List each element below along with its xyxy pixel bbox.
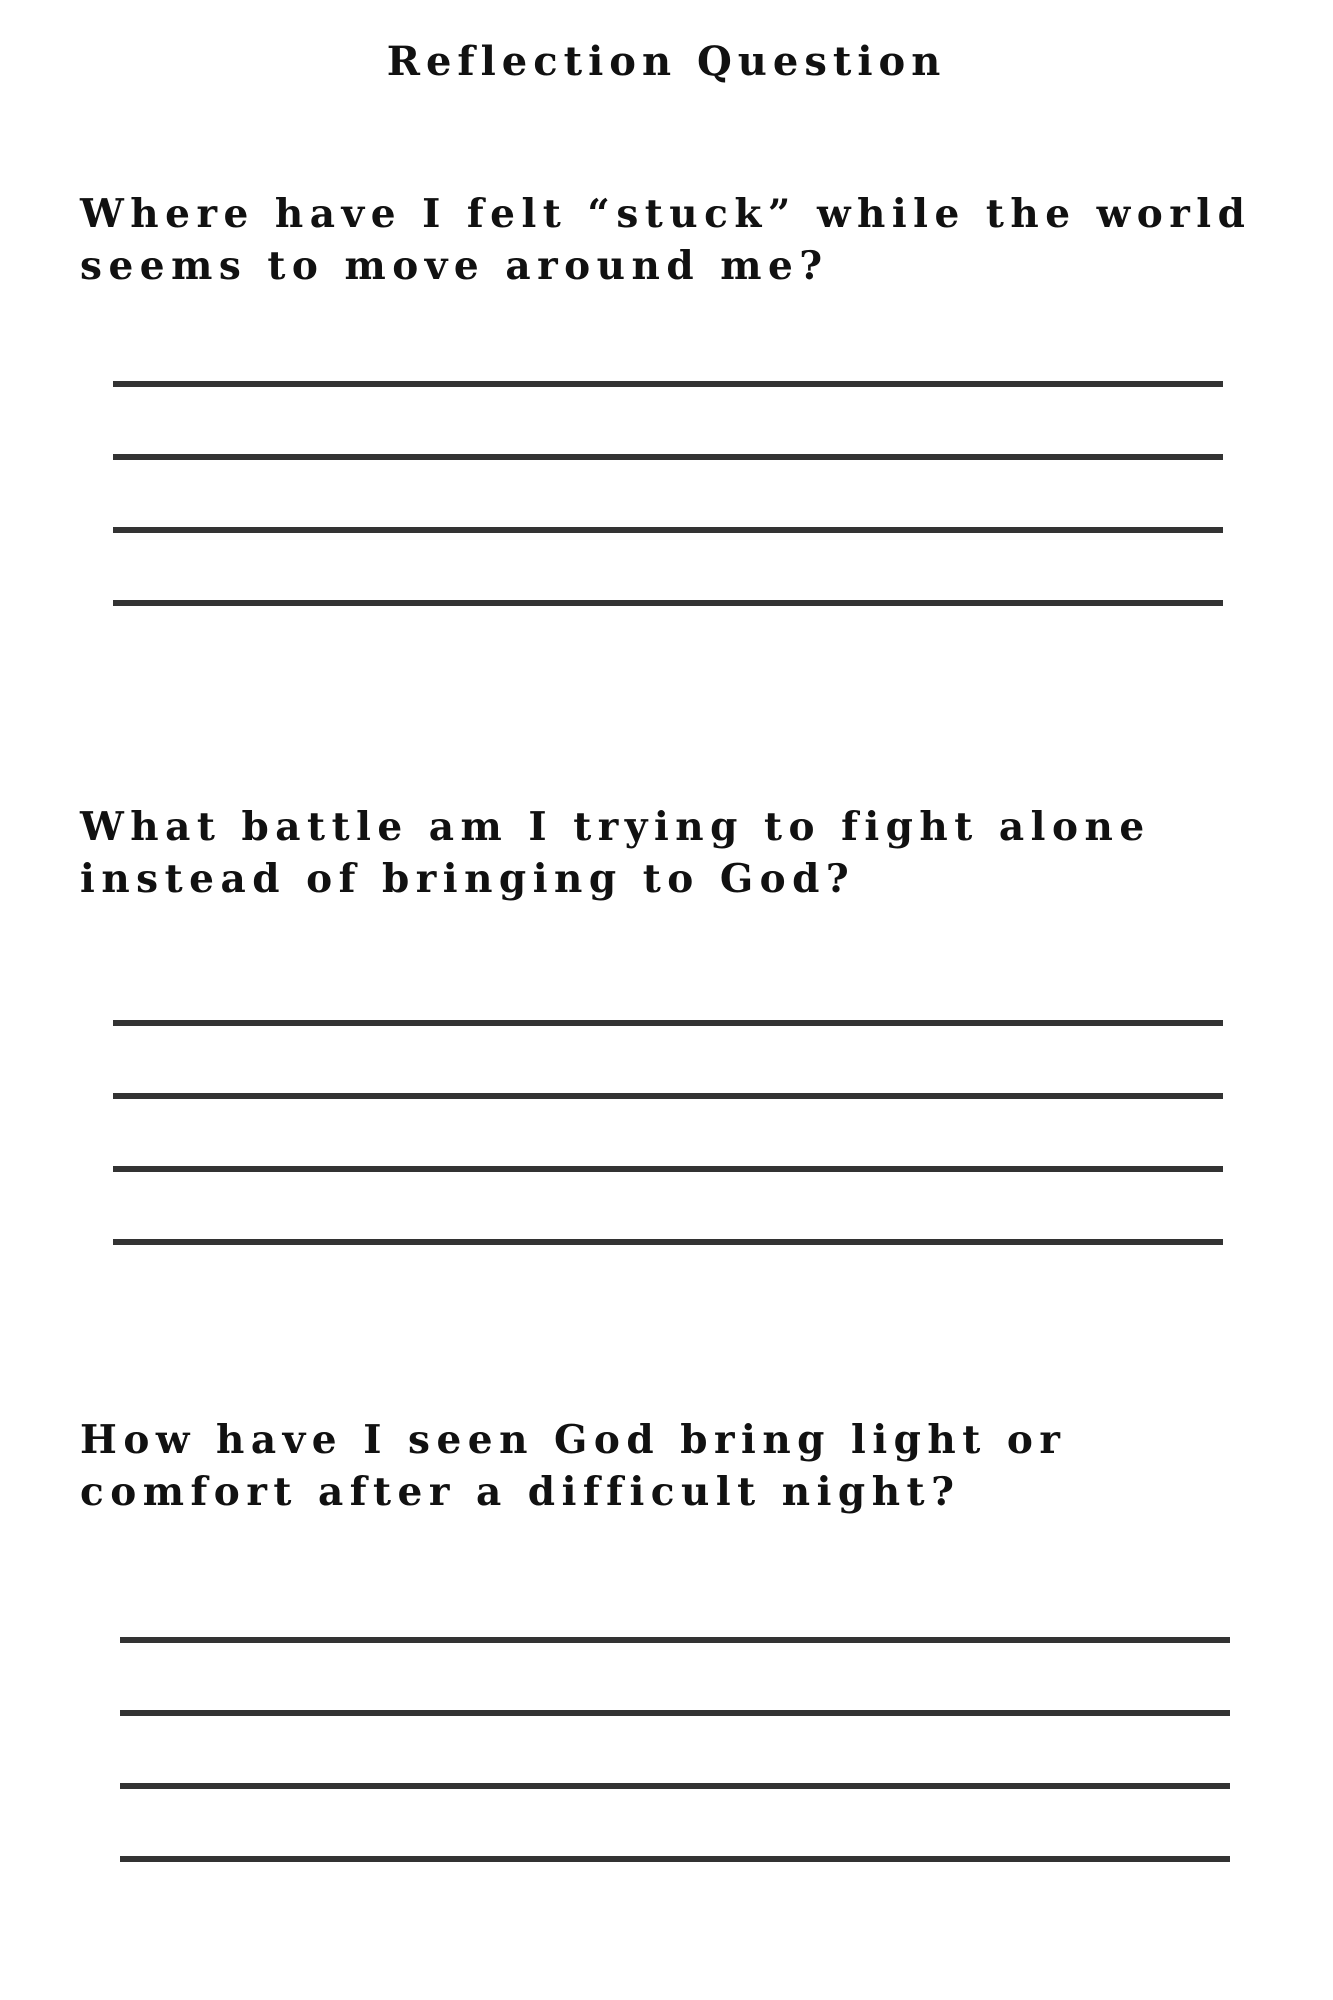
answer-area-2[interactable] <box>113 957 1223 1257</box>
answer-area-3[interactable] <box>120 1574 1230 1874</box>
writing-line <box>113 454 1223 460</box>
writing-line <box>120 1710 1230 1716</box>
writing-line <box>113 527 1223 533</box>
writing-line <box>113 381 1223 387</box>
question-1: Where have I felt “stuck” while the world seems to move around me? <box>80 191 1252 289</box>
question-2: What battle am I trying to fight alone instead of bringing to God? <box>80 804 1151 902</box>
writing-line <box>113 1166 1223 1172</box>
writing-line <box>120 1783 1230 1789</box>
page-title: Reflection Question <box>386 38 947 85</box>
writing-line <box>113 600 1223 606</box>
writing-line <box>113 1020 1223 1026</box>
answer-area-1[interactable] <box>113 318 1223 618</box>
writing-line <box>120 1637 1230 1643</box>
writing-line <box>113 1093 1223 1099</box>
writing-line <box>113 1239 1223 1245</box>
writing-line <box>120 1856 1230 1862</box>
question-3: How have I seen God bring light or comfort after a difficult night? <box>80 1417 1067 1515</box>
